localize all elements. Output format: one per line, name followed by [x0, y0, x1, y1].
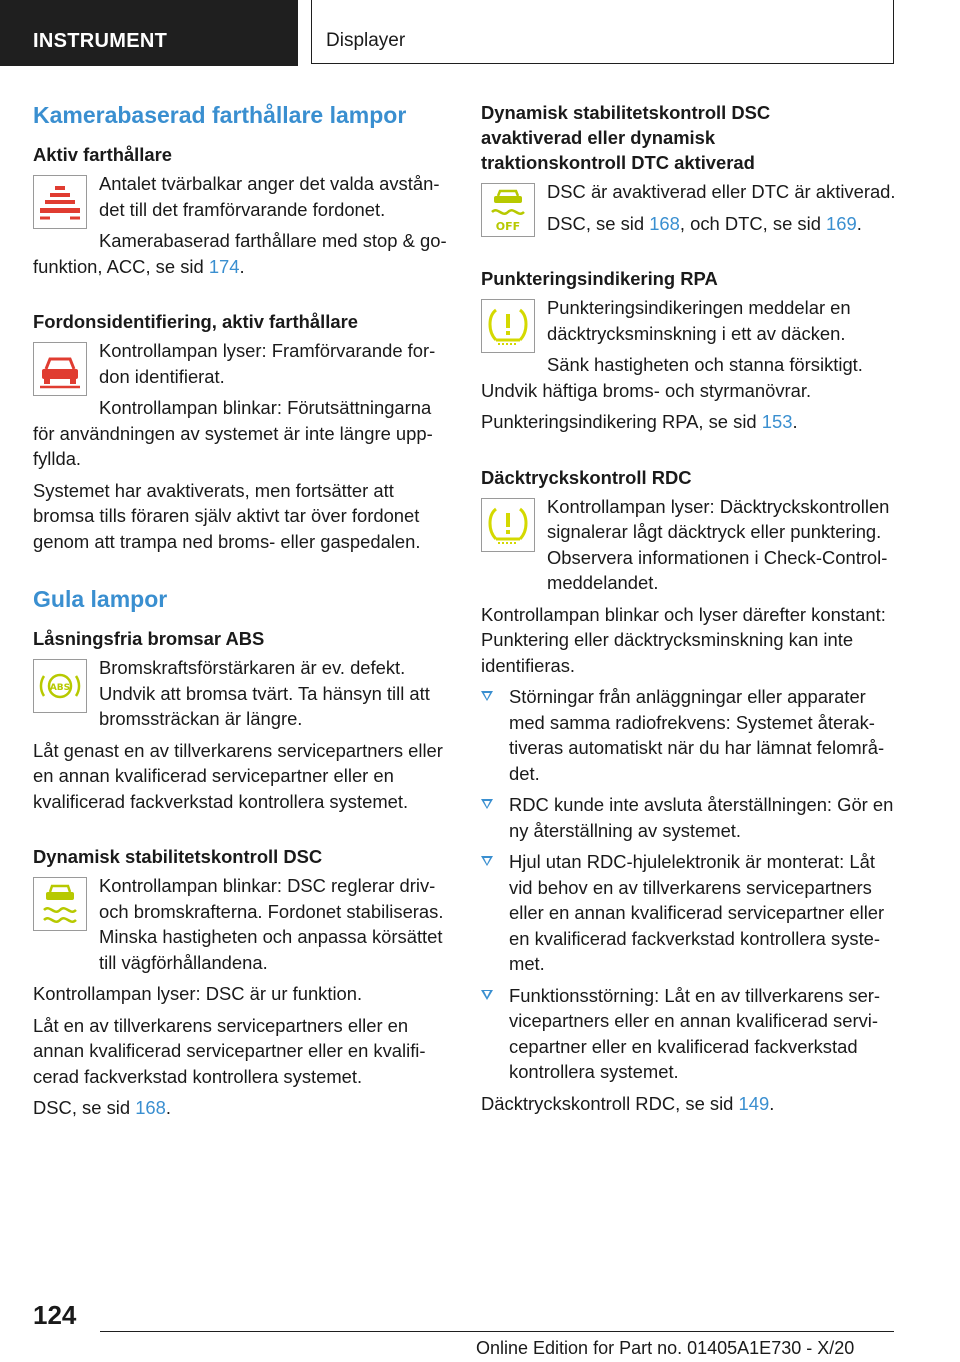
text: Låt en av tillverkarens servicepartners eller en annan kvalificerad servicepartner eller en kvalificerad fackverkstad kontrollera systemet.: [33, 1014, 426, 1087]
text: Kontrollampan blinkar: DSC reglerar driv- och bromskrafterna. Fordonet stabiliseras. Minska hastigheten och anpassa körsättet till vägförhållandena.: [99, 875, 444, 973]
list-item: [481, 983, 896, 1085]
text: Systemet har avaktiverats, men fortsätter att bromsa tills föraren själv aktivt tar över fordonet genom att trampa ned broms- eller gaspedalen.: [33, 479, 421, 552]
section-tab: [0, 0, 298, 66]
text: Hjul utan RDC-hjulelektronik är monterat: Låt vid behov en av tillverkarens servicepartners eller en annan kvalificerad servicepartner eller en kvalificerad fackverkstad kontrollera systemet.: [509, 851, 885, 974]
period: .: [165, 1097, 172, 1118]
chapter-tab: [311, 0, 894, 64]
svg-text:ABS: ABS: [49, 683, 71, 693]
page-ref-link[interactable]: 168: [649, 212, 680, 234]
heading-camera-cruise-lamps: Kamerabaserad farthållare lampor: [33, 102, 407, 128]
tire-warning-icon: [481, 299, 535, 353]
period: .: [792, 411, 798, 432]
text: , och DTC, se sid: [679, 212, 827, 234]
dsc-block: [33, 873, 453, 981]
heading-dsc: Dynamisk stabilitetskontroll DSC: [33, 846, 323, 867]
right-column: [481, 100, 896, 1116]
heading-vehicle-detection: Fordonsidentifiering, aktiv farthållare: [33, 311, 358, 332]
text: Störningar från anläggningar eller apparater med samma radiofrekvens: Systemet återaktiveras automatiskt när du har lämnat felområdet.: [509, 686, 885, 784]
text: [547, 494, 896, 596]
page-header: [0, 0, 960, 66]
rpa-block: [481, 295, 896, 352]
text: Kontrollampan blinkar och lyser därefter konstant: Punktering eller däcktrycksminskning kan inte identifieras.: [481, 603, 886, 676]
text: Kontrollampan lyser: Framförvarande fordon identifierat.: [99, 340, 436, 387]
vehicle-detection-block: [33, 338, 453, 395]
list-item: [481, 792, 896, 843]
heading-dsc-off: Dynamisk stabilitetskontroll DSC avaktiverad eller dynamisk traktionskontroll DTC aktiverad: [481, 102, 771, 173]
page-number: 124: [33, 1300, 77, 1330]
chapter-label: Displayer: [326, 30, 406, 51]
footer-divider: [100, 1331, 894, 1332]
text: Sänk hastigheten och stanna försiktigt. Undvik häftiga broms- och styrmanövrar.: [481, 354, 863, 401]
section-label: INSTRUMENT: [33, 30, 168, 52]
text: [33, 228, 453, 279]
heading-rpa: Punkteringsindikering RPA: [481, 268, 718, 289]
bullet-triangle-icon: [481, 691, 493, 701]
list-item: [481, 849, 896, 977]
abs-icon: [33, 659, 87, 713]
text: Kontrollampan lyser: Däcktryckskontrollen signalerar lågt däcktryck eller punktering. Observera informationen i Check-Control-meddelandet.: [547, 495, 890, 593]
text: Kontrollampan blinkar: Förutsättningarna för användningen av systemet är inte längre uppfyllda.: [33, 397, 433, 469]
active-cruise-block: [33, 171, 453, 228]
page-ref-link[interactable]: 169: [826, 212, 857, 234]
text: Kamerabaserad farthållare med stop & go-funktion, ACC, se sid: [33, 230, 447, 277]
text: DSC, se sid: [547, 212, 650, 234]
page-ref-link[interactable]: 149: [738, 1092, 770, 1114]
page-ref-link[interactable]: 153: [761, 411, 793, 432]
dsc-off-icon: [481, 183, 535, 237]
dsc-off-block: [481, 179, 896, 236]
text: [481, 409, 896, 435]
list-item: [481, 684, 896, 786]
text: Bromskraftsförstärkaren är ev. defekt. Undvik att bromsa tvärt. Ta hänsyn till att bromssträckan är längre.: [99, 657, 430, 729]
heading-active-cruise: Aktiv farthållare: [33, 144, 173, 165]
text: DSC är avaktiverad eller DTC är aktiverad.: [547, 181, 896, 202]
text: Punkteringsindikeringen meddelar en däcktrycksminskning i ett av däcken.: [547, 297, 851, 344]
bullet-triangle-icon: [481, 990, 493, 1000]
page-ref-link[interactable]: 174: [208, 255, 240, 277]
tire-pressure-icon: [481, 498, 535, 552]
text: Antalet tvärbalkar anger det valda avståndet till det framförvarande fordonet.: [99, 173, 440, 220]
text: Kontrollampan lyser: DSC är ur funktion.: [33, 983, 363, 1004]
text: [33, 1095, 453, 1121]
dsc-icon: [33, 877, 87, 931]
text: [481, 1091, 896, 1117]
rdc-block: [481, 494, 896, 596]
period: .: [769, 1092, 775, 1114]
period: .: [856, 212, 862, 234]
edition-note: Online Edition for Part no. 01405A1E730 - X/20: [476, 1338, 855, 1358]
text: Låt genast en av tillverkarens servicepartners eller en annan kvalificerad servicepartner eller en kvalificerad fackverkstad kontrollera systemet.: [33, 739, 443, 812]
page-ref-link[interactable]: 168: [135, 1097, 166, 1118]
vehicle-detected-icon: [33, 342, 87, 396]
heading-rdc: Däcktryckskontroll RDC: [481, 466, 692, 488]
heading-abs: Låsningsfria bromsar ABS: [33, 628, 265, 649]
heading-yellow-lamps: Gula lampor: [33, 586, 168, 612]
text: Punkteringsindikering RPA, se sid: [481, 411, 762, 432]
rdc-bullet-list: [481, 684, 896, 1085]
bullet-triangle-icon: [481, 856, 493, 866]
abs-block: [33, 655, 453, 738]
svg-text:OFF: OFF: [495, 220, 521, 233]
text: Funktionsstörning: Låt en av tillverkarens servicepartners eller en annan kvalificerad servicepartner eller en kvalificerad fackverkstad kontrollera systemet.: [509, 984, 881, 1082]
text: [547, 211, 896, 237]
left-column: [33, 100, 453, 1121]
bullet-triangle-icon: [481, 799, 493, 809]
text: Däcktryckskontroll RDC, se sid: [481, 1092, 739, 1114]
text: DSC, se sid: [33, 1097, 136, 1118]
period: .: [239, 255, 245, 277]
text: RDC kunde inte avsluta återställningen: Gör en ny återställning av systemet.: [509, 794, 894, 841]
cruise-distance-icon: [33, 175, 87, 229]
